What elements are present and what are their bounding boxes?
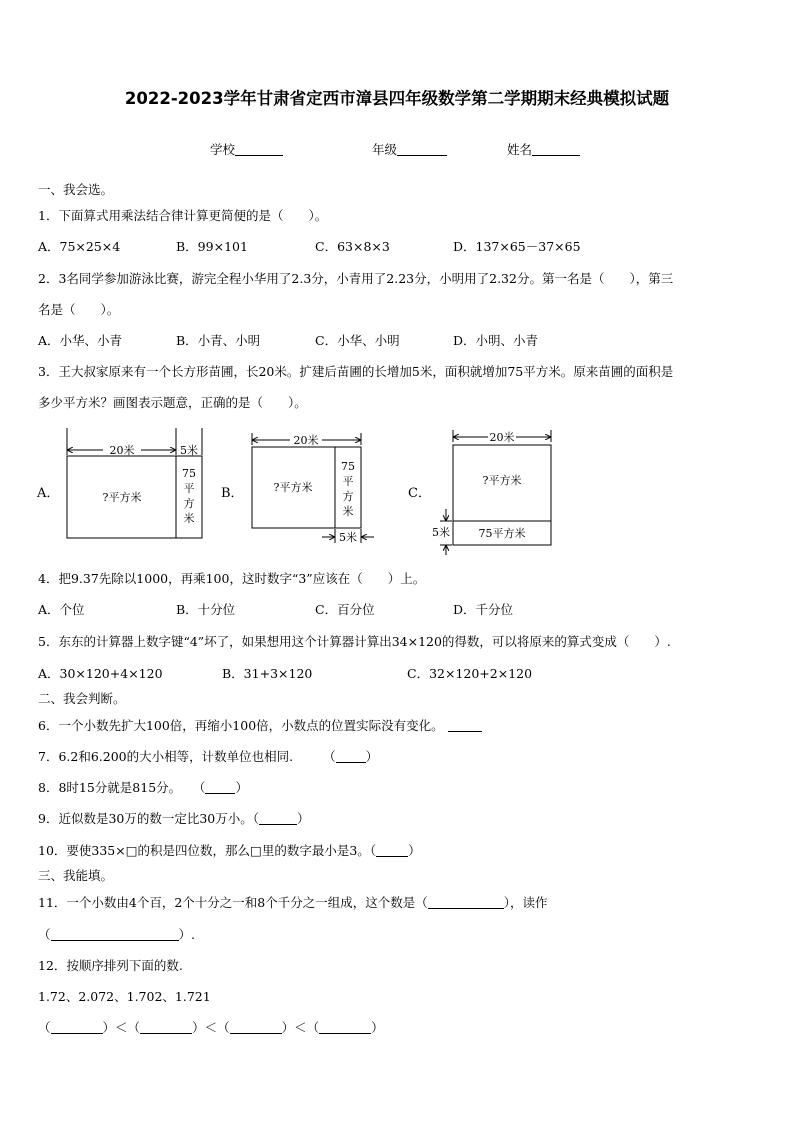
q11-reading-blank[interactable] [51,928,179,941]
area-75-char: 方 [183,497,195,510]
q7-open-paren: （ [323,749,336,764]
grade-field[interactable] [372,143,447,157]
open-paren: （ [217,1020,230,1035]
q5-option-a[interactable]: A．30×120+4×120 [38,666,163,681]
q6-answer-blank[interactable] [448,719,482,732]
q4-option-b[interactable]: B．十分位 [176,602,236,617]
unknown-area-label: ?平方米 [482,474,522,487]
q3-figure-c-label: C． [408,486,431,501]
length-5m-label: 5米 [180,444,198,457]
q12-stem: 12．按顺序排列下面的数. [38,958,183,973]
q9-answer-blank[interactable] [259,812,297,825]
q12-blank-3[interactable] [230,1021,282,1034]
unknown-area-label: ?平方米 [273,481,313,494]
unknown-area-label: ?平方米 [102,491,142,504]
close-paren: ） [371,1020,384,1035]
length-20m-label: 20米 [293,434,319,447]
q10-answer-blank[interactable] [376,844,408,857]
q11-end: ）. [178,927,195,942]
q3-stem-line2: 多少平方米？画图表示题意，正确的是（ ）。 [38,395,307,410]
q3-figures [0,425,794,555]
q2-stem-line1: 2．3名同学参加游泳比赛，游完全程小华用了2.3分，小青用了2.23分，小明用了2.32分。第一名是（ ），第三 [38,271,674,286]
q9-open-paren: （ [252,811,260,826]
q2-option-a[interactable]: A．小华、小青 [38,333,123,348]
open-paren: （ [38,1020,51,1035]
q2-option-b[interactable]: B．小青、小明 [176,333,261,348]
q4-option-a[interactable]: A．个位 [38,602,85,617]
q1-option-a[interactable]: A．75×25×4 [38,239,121,254]
q2-option-d[interactable]: D．小明、小青 [453,333,539,348]
q4-option-c[interactable]: C．百分位 [315,602,375,617]
q11-read-as: ），读作 [503,895,548,910]
q4-option-d[interactable]: D．千分位 [453,602,514,617]
section-3-heading: 三、我能填。 [38,868,114,883]
section-1-heading: 一、我会选。 [38,182,114,197]
area-75-char: 平 [342,475,354,488]
q11-number-blank[interactable] [428,896,504,909]
area-75-char: 方 [342,490,354,503]
q6-stem: 6．一个小数先扩大100倍，再缩小100倍，小数点的位置实际没有变化。 [38,718,444,733]
q7-stem: 7．6.2和6.200的大小相等，计数单位也相同. [38,749,294,764]
q5-option-b[interactable]: B．31+3×120 [222,666,313,681]
q12-blank-4[interactable] [319,1021,371,1034]
q6-item [38,719,482,733]
q3-stem-line1: 3．王大叔家原来有一个长方形苗圃，长20米。扩建后苗圃的长增加5米，面积就增加75平方米。原来苗圃的面积是 [38,364,674,379]
q10-stem: 10．要使335×□的积是四位数，那么□里的数字最小是3。 [38,843,370,858]
length-20m-label: 20米 [489,431,515,444]
page-title: 2022-2023学年甘肃省定西市漳县四年级数学第二学期期末经典模拟试题 [124,89,670,108]
q10-item [38,844,421,858]
area-75-char: 米 [342,505,354,518]
q2-option-c[interactable]: C．小华、小明 [315,333,400,348]
q3-figure-b-label: B． [221,486,244,501]
q1-option-c[interactable]: C．63×8×3 [315,239,390,254]
open-paren: （ [127,1020,141,1035]
q8-answer-blank[interactable] [205,781,235,794]
q2-stem-line2: 名是（ ）。 [38,302,120,317]
close-paren: ） [102,1020,116,1035]
q5-option-c[interactable]: C．32×120+2×120 [407,666,533,681]
area-75-label: 75平方米 [478,527,526,540]
q9-close-paren: ） [297,811,310,826]
q3-figure-c[interactable] [408,430,551,555]
length-20m-label: 20米 [109,444,135,457]
q9-stem: 9．近似数是30万的数一定比30万小。 [38,811,253,826]
q11-line1 [38,896,548,910]
area-75-char: 75 [341,460,355,473]
q1-option-b[interactable]: B．99×101 [176,239,248,254]
q11-open-paren: （ [38,927,51,942]
close-paren: ） [192,1020,205,1035]
q8-item [38,781,248,795]
length-5m-label: 5米 [432,526,450,539]
q7-item [38,750,378,764]
q12-blank-1[interactable] [51,1021,103,1034]
q12-numbers: 1.72、2.072、1.702、1.721 [38,989,211,1004]
q1-stem: 1．下面算式用乘法结合律计算更简便的是（ ）。 [38,208,328,223]
less-than: ＜ [204,1020,218,1035]
grade-label: 年级 [372,142,398,157]
q3-figure-a[interactable] [36,428,202,538]
q1-option-d[interactable]: D．137×65－37×65 [453,239,581,254]
q10-open-paren: （ [369,843,377,858]
open-paren: （ [306,1020,320,1035]
close-paren: ） [281,1020,295,1035]
school-blank[interactable] [235,143,283,156]
q9-item [38,812,310,826]
q3-figure-b[interactable] [221,433,374,544]
area-75-char: 平 [183,482,195,495]
q7-answer-blank[interactable] [336,750,366,763]
q11-stem: 11．一个小数由4个百，2个十分之一和8个千分之一组成，这个数是（ [38,895,428,910]
q5-stem: 5．东东的计算器上数字键“4”坏了，如果想用这个计算器计算出34×120的得数，可以将原来的算式变成（ ）. [38,634,671,649]
name-blank[interactable] [532,143,580,156]
area-75-char: 75 [182,467,196,480]
q12-order-row [38,1021,384,1035]
q3-figure-a-label: A． [37,486,60,501]
less-than: ＜ [115,1020,128,1035]
name-field[interactable] [507,143,580,157]
grade-blank[interactable] [397,143,447,156]
less-than: ＜ [294,1020,307,1035]
school-field[interactable] [210,143,283,157]
q12-blank-2[interactable] [140,1021,192,1034]
section-2-heading: 二、我会判断。 [38,691,126,706]
school-label: 学校 [210,142,236,157]
q10-close-paren: ） [408,843,421,858]
length-5m-label: 5米 [339,531,357,544]
q8-stem: 8．8时15分就是815分。 [38,780,182,795]
q7-close-paren: ） [365,749,379,764]
q8-open-paren: （ [199,780,206,795]
name-label: 姓名 [507,142,533,157]
area-75-char: 米 [183,512,195,525]
q8-close-paren: ） [235,780,248,795]
q11-line2 [38,928,195,942]
q4-stem: 4．把9.37先除以1000，再乘100，这时数字“3”应该在（ ）上。 [38,571,426,586]
